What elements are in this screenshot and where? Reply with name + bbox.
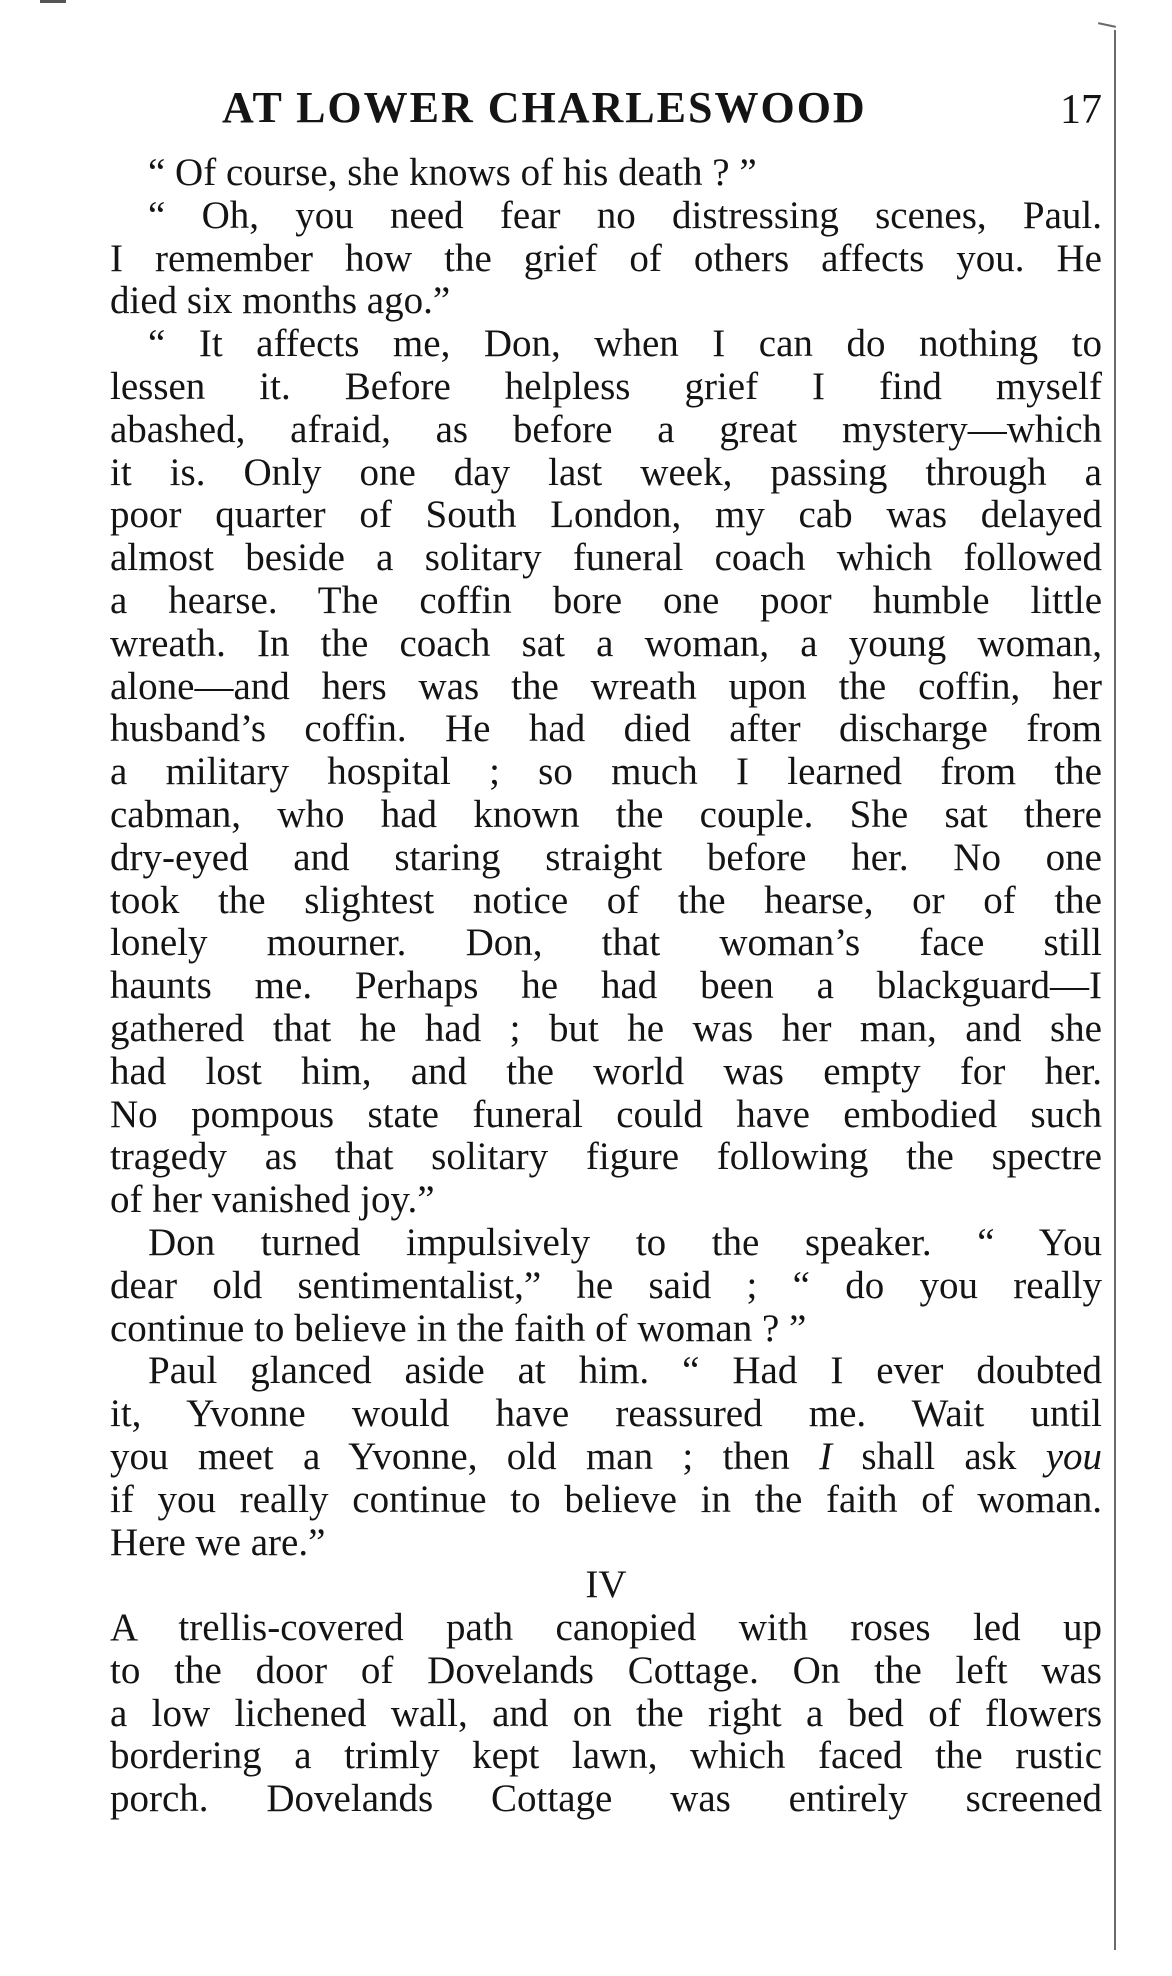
text-line: of her vanished joy.” [110, 1179, 435, 1222]
text-line: continue to believe in the faith of woman ? ” [110, 1307, 807, 1350]
text-line: almost beside a solitary funeral coach which followed [110, 537, 1102, 580]
text-line: if you really continue to believe in the faith of woman. [110, 1478, 1102, 1521]
text-line: A trellis-covered path canopied with roses led up [110, 1607, 1102, 1650]
text-line: died six months ago.” [110, 280, 451, 323]
text-line: “ Of course, she knows of his death ? ” [148, 152, 757, 194]
edge-mark [40, 0, 66, 3]
text-line: alone—and hers was the wreath upon the coffin, her [110, 665, 1102, 708]
page-header [110, 78, 1102, 138]
text-line: tragedy as that solitary figure following the spectre [110, 1136, 1102, 1179]
text-line: haunts me. Perhaps he had been a blackguard—I [110, 965, 1102, 1008]
text-line: it, Yvonne would have reassured me. Wait until [110, 1393, 1102, 1436]
text-line: husband’s coffin. He had died after discharge from [110, 708, 1102, 751]
running-head: AT LOWER CHARLESWOOD [222, 83, 867, 132]
text-line: porch. Dovelands Cottage was entirely screened [110, 1778, 1102, 1821]
italic-word: I [819, 1435, 833, 1478]
text-line: Here we are.” [110, 1521, 326, 1564]
text-line: a hearse. The coffin bore one poor humble little [110, 579, 1102, 622]
text-line: “ It affects me, Don, when I can do nothing to [148, 323, 1102, 366]
text-line: took the slightest notice of the hearse, or of the [110, 879, 1102, 922]
page-edge-tick [1098, 22, 1116, 28]
section-number: IV [585, 1564, 627, 1607]
text-segment: shall ask [832, 1435, 1046, 1478]
text-line: had lost him, and the world was empty for her. [110, 1050, 1102, 1093]
page-edge-rule [1114, 30, 1116, 1950]
text-line: dry-eyed and staring straight before her. No one [110, 836, 1102, 879]
page-number: 17 [1060, 87, 1102, 133]
text-line: gathered that he had ; but he was her man, and she [110, 1007, 1102, 1050]
text-line: bordering a trimly kept lawn, which faced the rustic [110, 1735, 1102, 1778]
text-line: poor quarter of South London, my cab was delayed [110, 494, 1102, 537]
text-line: wreath. In the coach sat a woman, a young woman, [110, 622, 1102, 665]
text-line: to the door of Dovelands Cottage. On the left was [110, 1649, 1102, 1692]
text-line: I remember how the grief of others affects you. He [110, 237, 1102, 280]
text-line: a military hospital ; so much I learned from the [110, 751, 1102, 794]
text-segment: you meet a Yvonne, old man ; then [110, 1435, 820, 1478]
text-line: abashed, afraid, as before a great mystery—which [110, 408, 1102, 451]
text-line: lonely mourner. Don, that woman’s face still [110, 922, 1102, 965]
text-line: Don turned impulsively to the speaker. “ You [148, 1221, 1102, 1264]
text-line: Paul glanced aside at him. “ Had I ever doubted [148, 1350, 1102, 1393]
text-line: cabman, who had known the couple. She sat there [110, 793, 1102, 836]
text-line: it is. Only one day last week, passing through a [110, 451, 1102, 494]
text-line: a low lichened wall, and on the right a bed of flowers [110, 1692, 1102, 1735]
text-line: “ Oh, you need fear no distressing scenes, Paul. [148, 194, 1102, 237]
body-text [110, 152, 1102, 1821]
text-line: dear old sentimentalist,” he said ; “ do you really [110, 1264, 1102, 1307]
text-line: lessen it. Before helpless grief I find myself [110, 365, 1102, 408]
text-line: No pompous state funeral could have embodied such [110, 1093, 1102, 1136]
text-line [110, 1436, 1102, 1479]
italic-word: you [1045, 1435, 1102, 1478]
